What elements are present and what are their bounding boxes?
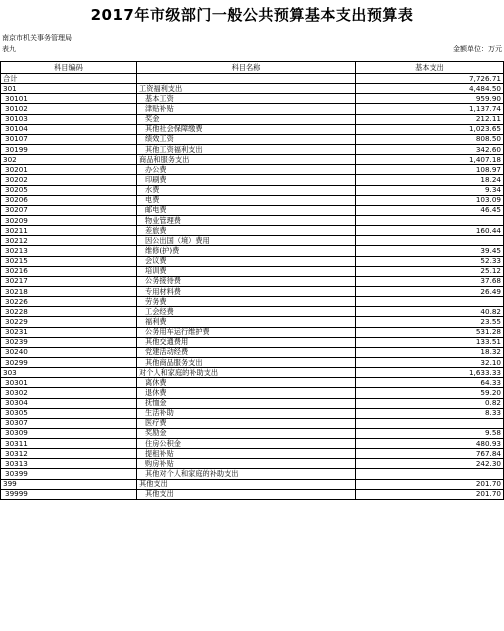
table-row	[1, 236, 504, 246]
table-row	[1, 337, 504, 347]
cell-amount: 4,484.50	[356, 84, 504, 94]
cell-amount: 201.70	[356, 479, 504, 489]
cell-name: 工资福利支出	[137, 84, 356, 94]
cell-name: 公务接待费	[137, 276, 356, 286]
cell-code: 30304	[1, 398, 137, 408]
table-header	[1, 62, 504, 74]
cell-name: 其他工资福利支出	[137, 144, 356, 154]
cell-code: 39999	[1, 489, 137, 499]
table-body	[1, 74, 504, 500]
cell-amount: 59.20	[356, 388, 504, 398]
cell-code: 30212	[1, 236, 137, 246]
table-row	[1, 357, 504, 367]
cell-amount: 64.33	[356, 378, 504, 388]
cell-name: 奖金	[137, 114, 356, 124]
table-row	[1, 327, 504, 337]
cell-code: 30228	[1, 307, 137, 317]
table-row	[1, 114, 504, 124]
cell-code: 30226	[1, 297, 137, 307]
cell-name: 医疗费	[137, 418, 356, 428]
cell-code: 30205	[1, 185, 137, 195]
header-name: 科目名称	[137, 62, 356, 74]
table-row	[1, 84, 504, 94]
cell-amount: 23.55	[356, 317, 504, 327]
cell-amount: 39.45	[356, 246, 504, 256]
cell-amount	[356, 297, 504, 307]
cell-amount: 8.33	[356, 408, 504, 418]
table-row	[1, 428, 504, 438]
cell-code: 合计	[1, 74, 137, 84]
cell-amount: 160.44	[356, 226, 504, 236]
cell-code: 30299	[1, 357, 137, 367]
cell-code: 30312	[1, 449, 137, 459]
cell-name: 基本工资	[137, 94, 356, 104]
cell-amount: 1,023.65	[356, 124, 504, 134]
cell-amount: 18.32	[356, 347, 504, 357]
cell-name: 生活补助	[137, 408, 356, 418]
cell-name: 公务用车运行维护费	[137, 327, 356, 337]
cell-name: 培训费	[137, 266, 356, 276]
table-row	[1, 246, 504, 256]
cell-amount: 9.58	[356, 428, 504, 438]
cell-code: 399	[1, 479, 137, 489]
cell-amount	[356, 215, 504, 225]
cell-code: 30201	[1, 165, 137, 175]
cell-name: 购房补贴	[137, 459, 356, 469]
table-row	[1, 276, 504, 286]
cell-name: 工会经费	[137, 307, 356, 317]
cell-name	[137, 74, 356, 84]
cell-amount: 212.11	[356, 114, 504, 124]
table-row	[1, 155, 504, 165]
cell-code: 30240	[1, 347, 137, 357]
cell-code: 30103	[1, 114, 137, 124]
cell-name: 电费	[137, 195, 356, 205]
cell-amount: 480.93	[356, 439, 504, 449]
cell-name: 商品和服务支出	[137, 155, 356, 165]
table-row	[1, 489, 504, 499]
cell-code: 30399	[1, 469, 137, 479]
table-row	[1, 408, 504, 418]
cell-code: 30104	[1, 124, 137, 134]
cell-code: 30213	[1, 246, 137, 256]
cell-code: 30101	[1, 94, 137, 104]
table-row	[1, 205, 504, 215]
cell-code: 30239	[1, 337, 137, 347]
table-row	[1, 439, 504, 449]
cell-amount: 9.34	[356, 185, 504, 195]
cell-code: 30309	[1, 428, 137, 438]
table-row	[1, 165, 504, 175]
cell-name: 印刷费	[137, 175, 356, 185]
cell-name: 其他商品服务支出	[137, 357, 356, 367]
table-number: 表九	[2, 45, 16, 53]
cell-code: 30305	[1, 408, 137, 418]
budget-table	[0, 61, 504, 500]
table-row	[1, 449, 504, 459]
cell-code: 303	[1, 368, 137, 378]
cell-name: 其他支出	[137, 489, 356, 499]
cell-name: 离休费	[137, 378, 356, 388]
cell-name: 会议费	[137, 256, 356, 266]
cell-amount: 959.90	[356, 94, 504, 104]
cell-name: 物业管理费	[137, 215, 356, 225]
cell-amount: 531.28	[356, 327, 504, 337]
cell-amount	[356, 236, 504, 246]
page-title: 2017年市级部门一般公共预算基本支出预算表	[90, 6, 414, 24]
cell-code: 30218	[1, 286, 137, 296]
cell-amount: 1,407.18	[356, 155, 504, 165]
cell-name: 党建活动经费	[137, 347, 356, 357]
cell-name: 绩效工资	[137, 134, 356, 144]
table-row	[1, 124, 504, 134]
cell-name: 住房公积金	[137, 439, 356, 449]
table-row	[1, 418, 504, 428]
cell-amount: 767.84	[356, 449, 504, 459]
cell-code: 30102	[1, 104, 137, 114]
cell-code: 30206	[1, 195, 137, 205]
table-row	[1, 134, 504, 144]
cell-amount	[356, 469, 504, 479]
cell-name: 其他支出	[137, 479, 356, 489]
organization-name: 南京市机关事务管理局	[2, 34, 72, 42]
table-row	[1, 317, 504, 327]
table-row	[1, 195, 504, 205]
amount-unit: 金额单位：万元	[453, 45, 502, 53]
cell-code: 30313	[1, 459, 137, 469]
table-row	[1, 104, 504, 114]
cell-name: 其他社会保障缴费	[137, 124, 356, 134]
cell-amount: 103.09	[356, 195, 504, 205]
header-code: 科目编码	[1, 62, 137, 74]
table-row	[1, 297, 504, 307]
cell-code: 30229	[1, 317, 137, 327]
cell-name: 邮电费	[137, 205, 356, 215]
cell-code: 30215	[1, 256, 137, 266]
cell-name: 差旅费	[137, 226, 356, 236]
cell-amount: 808.50	[356, 134, 504, 144]
table-row	[1, 459, 504, 469]
cell-code: 302	[1, 155, 137, 165]
table-row	[1, 94, 504, 104]
cell-code: 30302	[1, 388, 137, 398]
cell-code: 30216	[1, 266, 137, 276]
cell-name: 津贴补贴	[137, 104, 356, 114]
cell-amount: 0.82	[356, 398, 504, 408]
table-row	[1, 398, 504, 408]
cell-amount: 201.70	[356, 489, 504, 499]
cell-name: 福利费	[137, 317, 356, 327]
cell-amount: 7,726.71	[356, 74, 504, 84]
cell-amount: 52.33	[356, 256, 504, 266]
table-row	[1, 347, 504, 357]
cell-amount: 25.12	[356, 266, 504, 276]
cell-amount: 133.51	[356, 337, 504, 347]
table-row	[1, 479, 504, 489]
table-row	[1, 286, 504, 296]
cell-code: 30211	[1, 226, 137, 236]
cell-name: 抚恤金	[137, 398, 356, 408]
cell-code: 30217	[1, 276, 137, 286]
cell-code: 30209	[1, 215, 137, 225]
table-row	[1, 215, 504, 225]
header-amount: 基本支出	[356, 62, 504, 74]
cell-amount: 40.82	[356, 307, 504, 317]
table-row	[1, 368, 504, 378]
cell-amount: 26.49	[356, 286, 504, 296]
cell-amount: 46.45	[356, 205, 504, 215]
cell-name: 对个人和家庭的补助支出	[137, 368, 356, 378]
cell-name: 办公费	[137, 165, 356, 175]
cell-amount: 18.24	[356, 175, 504, 185]
table-row	[1, 378, 504, 388]
cell-code: 30231	[1, 327, 137, 337]
table-row	[1, 74, 504, 84]
cell-name: 其他交通费用	[137, 337, 356, 347]
cell-amount: 32.10	[356, 357, 504, 367]
cell-amount: 242.30	[356, 459, 504, 469]
cell-name: 水费	[137, 185, 356, 195]
cell-code: 30307	[1, 418, 137, 428]
cell-code: 30311	[1, 439, 137, 449]
table-row	[1, 144, 504, 154]
table-row	[1, 226, 504, 236]
cell-amount	[356, 418, 504, 428]
cell-name: 提租补贴	[137, 449, 356, 459]
table-row	[1, 469, 504, 479]
cell-name: 维修(护)费	[137, 246, 356, 256]
cell-amount: 1,633.33	[356, 368, 504, 378]
table-row	[1, 388, 504, 398]
cell-amount: 342.60	[356, 144, 504, 154]
header-row	[1, 62, 504, 74]
cell-code: 30207	[1, 205, 137, 215]
cell-name: 其他对个人和家庭的补助支出	[137, 469, 356, 479]
cell-name: 专用材料费	[137, 286, 356, 296]
table-row	[1, 256, 504, 266]
table-row	[1, 307, 504, 317]
cell-name: 奖励金	[137, 428, 356, 438]
table-row	[1, 266, 504, 276]
cell-amount: 37.68	[356, 276, 504, 286]
cell-code: 30202	[1, 175, 137, 185]
cell-name: 退休费	[137, 388, 356, 398]
cell-amount: 108.97	[356, 165, 504, 175]
cell-code: 30301	[1, 378, 137, 388]
cell-code: 30107	[1, 134, 137, 144]
cell-code: 301	[1, 84, 137, 94]
cell-name: 因公出国（境）费用	[137, 236, 356, 246]
cell-amount: 1,137.74	[356, 104, 504, 114]
table-row	[1, 175, 504, 185]
table-row	[1, 185, 504, 195]
cell-name: 劳务费	[137, 297, 356, 307]
cell-code: 30199	[1, 144, 137, 154]
